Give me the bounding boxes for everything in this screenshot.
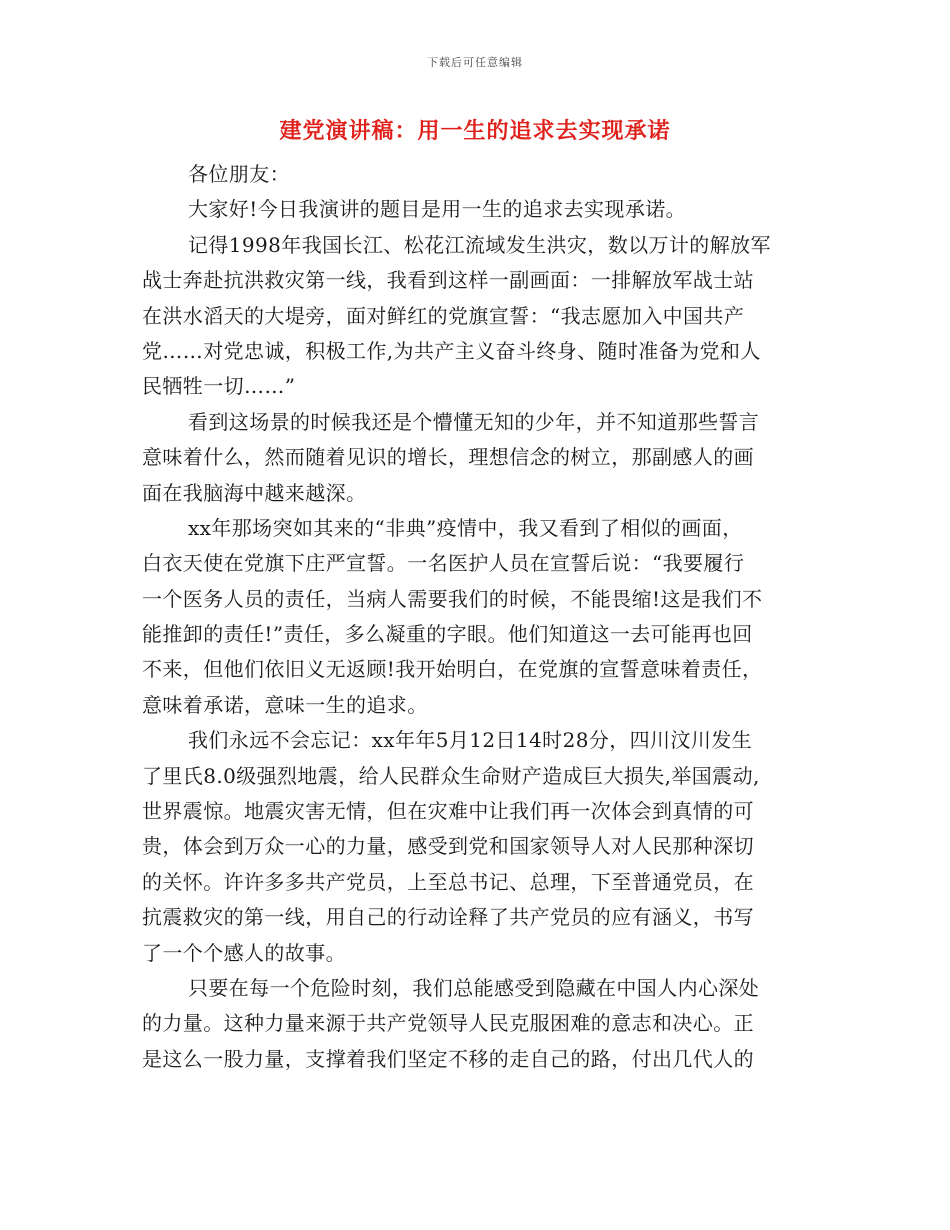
text-line: xx年那场突如其来的“非典”疫情中，我又看到了相似的画面， <box>188 515 743 540</box>
text-line: 民牺牲一切……” <box>142 374 296 399</box>
text-line: 大家好!今日我演讲的题目是用一生的追求去实现承诺。 <box>188 197 687 222</box>
text-line: 不来，但他们依旧义无返顾!我开始明白，在党旗的宣誓意味着责任， <box>142 657 763 682</box>
text-line: 世界震惊。地震灾害无情，但在灾难中让我们再一次体会到真情的可 <box>142 799 754 824</box>
text-line: 只要在每一个危险时刻，我们总能感受到隐藏在中国人内心深处 <box>188 975 760 1000</box>
text-line: 党……对党忠诚，积极工作,为共产主义奋斗终身、随时准备为党和人 <box>142 338 761 363</box>
text-line: 贵，体会到万众一心的力量，感受到党和国家领导人对人民那种深切 <box>142 834 754 859</box>
page-title: 建党演讲稿：用一生的追求去实现承诺 <box>279 119 671 144</box>
text-line: 记得1998年我国长江、松花江流域发生洪灾，数以万计的解放军 <box>188 232 771 257</box>
text-line: 白衣天使在党旗下庄严宣誓。一名医护人员在宣誓后说：“我要履行 <box>142 551 745 576</box>
text-line: 在洪水滔天的大堤旁，面对鲜红的党旗宣誓：“我志愿加入中国共产 <box>142 303 745 328</box>
text-line: 我们永远不会忘记：xx年年5月12日14时28分，四川汶川发生 <box>188 728 753 753</box>
text-line: 意味着承诺，意味一生的追求。 <box>142 692 428 717</box>
text-line: 的力量。这种力量来源于共产党领导人民克服困难的意志和决心。正 <box>142 1011 754 1036</box>
text-line: 意味着什么，然而随着见识的增长，理想信念的树立，那副感人的画 <box>142 445 754 470</box>
speech-body <box>142 157 806 1077</box>
text-line: 战士奔赴抗洪救灾第一线，我看到这样一副画面：一排解放军战士站 <box>142 268 754 293</box>
header-note: 下载后可任意编辑 <box>427 56 523 69</box>
text-line: 的关怀。许许多多共产党员，上至总书记、总理，下至普通党员，在 <box>142 869 754 894</box>
text-line: 一个医务人员的责任，当病人需要我们的时候，不能畏缩!这是我们不 <box>142 586 763 611</box>
text-line: 看到这场景的时候我还是个懵懂无知的少年，并不知道那些誓言 <box>188 409 760 434</box>
text-line: 抗震救灾的第一线，用自己的行动诠释了共产党员的应有涵义，书写 <box>142 905 754 930</box>
text-line: 面在我脑海中越来越深。 <box>142 480 367 505</box>
text-line: 了里氏8.0级强烈地震，给人民群众生命财产造成巨大损失,举国震动, <box>142 763 760 788</box>
text-line: 了一个个感人的故事。 <box>142 940 346 965</box>
text-line: 能推卸的责任!”责任，多么凝重的字眼。他们知道这一去可能再也回 <box>142 622 753 647</box>
text-line: 各位朋友： <box>188 162 290 186</box>
text-line: 是这么一股力量，支撑着我们坚定不移的走自己的路，付出几代人的 <box>142 1046 754 1071</box>
